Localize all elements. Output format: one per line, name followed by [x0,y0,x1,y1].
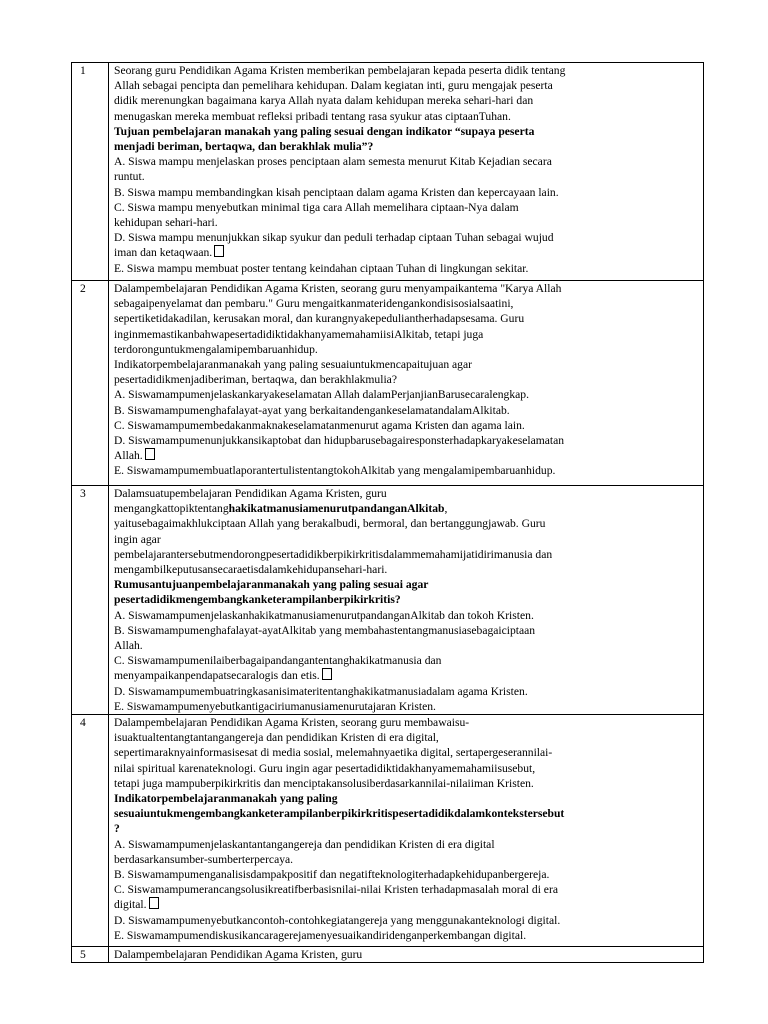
question-prompt-line: pesertadidikmengembangkanketerampilanberpikirkritis? [114,593,401,607]
question-stem-line [114,532,700,547]
question-stem-line: Allah sebagai pencipta dan pemelihara kehidupan. Dalam kegiatan inti, guru mengajak peserta [114,79,553,93]
question-number: 2 [72,281,109,486]
answer-option-line: A. Siswamampumenjelaskantantangangereja dan pendidikan Kristen di era digital [114,837,495,851]
question-prompt-line: Indikatorpembelajaranmanakah yang paling [114,792,338,806]
answer-option-line: E. Siswamampumendiskusikancaragerejamenyesuaikandiridenganperkembangan digital. [114,928,527,942]
question-prompt-line: ? [114,822,120,836]
stem-text: yaitusebagaimakhlukciptaan Allah yang berakalbudi, bermoral, dan bertanggungjawab. Guru [114,517,546,531]
question-content [109,947,704,963]
question-stem-line: terdoronguntukmengalamipembaruanhidup. [114,342,318,356]
answer-option-line: B. Siswamampumenghafalayat-ayatAlkitab yang membahastentangmanusiasebagaiciptaan [114,623,536,637]
answer-option-line: C. Siswa mampu menyebutkan minimal tiga cara Allah memelihara ciptaan-Nya dalam [114,200,519,214]
answer-option-line: D. Siswamampumenyebutkancontoh-contohkegiatangereja yang menggunakanteknologi digital. [114,913,561,927]
question-prompt-line: menjadi beriman, bertaqwa, dan berakhlak mulia”? [114,140,374,154]
answer-option-line: kehidupan sehari-hari. [114,216,218,230]
question-prompt-line: Tujuan pembelajaran manakah yang paling sesuai dengan indikator “supaya peserta [114,124,535,138]
answer-option-line: B. Siswa mampu membandingkan kisah penciptaan dalam agama Kristen dan kepercayaan lain. [114,185,559,199]
answer-option-line: D. Siswa mampu menunjukkan sikap syukur dan peduli terhadap ciptaan Tuhan sebagai wujud [114,231,554,245]
stem-text: pembelajarantersebutmendorongpesertadidikberpikirkritisdalammemahamijatidirimanusia dan [114,547,553,561]
question-stem-line [114,486,700,501]
question-row [72,947,704,963]
question-number: 4 [72,715,109,947]
answer-mark-icon [322,668,332,680]
question-content [109,715,704,947]
stem-text: , [444,502,448,516]
answer-option-line: C. Siswamampumembedakanmaknakeselamatanmenurut agama Kristen dan agama lain. [114,418,525,432]
question-content [109,281,704,486]
stem-emphasis: hakikatmanusiamenurutpandanganAlkitab [228,502,445,516]
answer-mark-icon [214,245,224,257]
answer-option-line: iman dan ketaqwaan. [114,245,700,260]
question-content [109,63,704,281]
question-number: 3 [72,486,109,715]
answer-mark-icon [145,448,155,460]
stem-text: mengambilkeputusansecaraetisdalamkehidupansehari-hari. [114,563,388,577]
question-stem-line: nilai spiritual karenateknologi. Guru ingin agar pesertadidiktidakhanyamemahamiisusebut, [114,761,536,775]
answer-option-line: B. Siswamampumenganalisisdampakpositif dan negatifteknologiterhadapkehidupanbergereja. [114,868,550,882]
question-stem-line: tetapi juga mampuberpikirkritis dan menciptakansolusiberdasarkannilai-nilaiiman Kristen. [114,776,534,790]
answer-option-line: B. Siswamampumenghafalayat-ayat yang berkaitandengankeselamatandalamAlkitab. [114,403,510,417]
question-row [72,715,704,947]
answer-option-line: Allah. [114,448,700,463]
question-stem-line: Dalampembelajaran Pendidikan Agama Kristen, seorang guru membawaisu- [114,716,470,730]
question-stem-line: sebagaipenyelamat dan pembaru." Guru mengaitkanmateridengankondisisosialsaatini, [114,297,514,311]
question-prompt-line: sesuaiuntukmengembangkanketerampilanberpikirkritispesertadidikdalamkontekstersebut [114,807,565,821]
answer-option-line: E. SiswamampumembuatlaporantertulistentangtokohAlkitab yang mengalamipembaruanhidup. [114,464,556,478]
answer-mark-icon [149,897,159,909]
question-row [72,486,704,715]
question-stem-line [114,562,700,577]
question-content [109,486,704,715]
question-stem-line: sepertiketidakadilan, kerusakan moral, dan kurangnyakepeduliantherhadapsesama. Guru [114,312,525,326]
question-stem-line: sepertimaraknyainformasisesat di media sosial, melemahnyaetika digital, sertapergeserannilai- [114,746,553,760]
answer-option-line: menyampaikanpendapatsecaralogis dan etis. [114,668,700,683]
stem-text: mengangkattopiktentang [114,502,229,516]
question-row [72,281,704,486]
answer-option-line: A. Siswa mampu menjelaskan proses penciptaan alam semesta menurut Kitab Kejadian secara [114,155,552,169]
question-stem-line [114,516,700,531]
question-prompt-line: Rumusantujuanpembelajaranmanakah yang paling sesuai agar [114,578,429,592]
question-stem-line: Indikatorpembelajaranmanakah yang paling sesuaiuntukmencapaitujuan agar [114,358,472,372]
answer-option-line: E. Siswamampumenyebutkantigaciriumanusiamenurutajaran Kristen. [114,699,436,713]
question-table [71,62,704,963]
question-stem-line: Dalampembelajaran Pendidikan Agama Kristen, seorang guru menyampaikantema "Karya Allah [114,282,562,295]
question-stem-line: isuaktualtentangtantangangereja dan pendidikan Kristen di era digital, [114,731,439,745]
question-number: 5 [72,947,109,963]
answer-option-line: Allah. [114,639,143,653]
question-stem-line: Seorang guru Pendidikan Agama Kristen memberikan pembelajaran kepada peserta didik tentang [114,64,566,77]
answer-option-line: digital. [114,897,700,912]
question-stem-line: menugaskan mereka membuat refleksi pribadi tentang rasa syukur atas ciptaanTuhan. [114,109,511,123]
answer-option-line: D. Siswamampumembuatringkasanisimateritentanghakikatmanusiadalam agama Kristen. [114,684,528,698]
stem-text: ingin agar [114,532,161,546]
question-stem-line: inginmemastikanbahwapesertadidiktidakhanyamemahamiisiAlkitab, tetapi juga [114,327,484,341]
answer-option-line: runtut. [114,170,145,184]
question-stem-line [114,547,700,562]
answer-option-line: berdasarkansumber-sumberterpercaya. [114,852,294,866]
question-stem-line: pesertadidikmenjadiberiman, bertaqwa, dan berakhlakmulia? [114,373,397,387]
question-number: 1 [72,63,109,281]
answer-option-line: A. SiswamampumenjelaskanhakikatmanusiamenurutpandanganAlkitab dan tokoh Kristen. [114,608,534,622]
answer-option-line: C. Siswamampumenilaiberbagaipandangantentanghakikatmanusia dan [114,654,442,668]
question-table-body [72,63,704,963]
answer-option-line: A. Siswamampumenjelaskankaryakeselamatan Allah dalamPerjanjianBarusecaralengkap. [114,388,529,402]
question-stem-line: Dalampembelajaran Pendidikan Agama Kristen, guru [114,948,363,962]
answer-option-line: E. Siswa mampu membuat poster tentang keindahan ciptaan Tuhan di lingkungan sekitar. [114,261,529,275]
question-stem-line: didik merenungkan bagaimana karya Allah nyata dalam kehidupan mereka sehari-hari dan [114,94,534,108]
stem-text: Dalamsuatupembelajaran Pendidikan Agama Kristen, guru [114,487,387,500]
answer-option-line: C. Siswamampumerancangsolusikreatifberbasisnilai-nilai Kristen terhadapmasalah moral di era [114,883,558,897]
answer-option-line: D. Siswamampumenunjukkansikaptobat dan hidupbarusebagairesponsterhadapkaryakeselamatan [114,434,565,448]
question-row [72,63,704,281]
question-stem-line [114,501,700,516]
